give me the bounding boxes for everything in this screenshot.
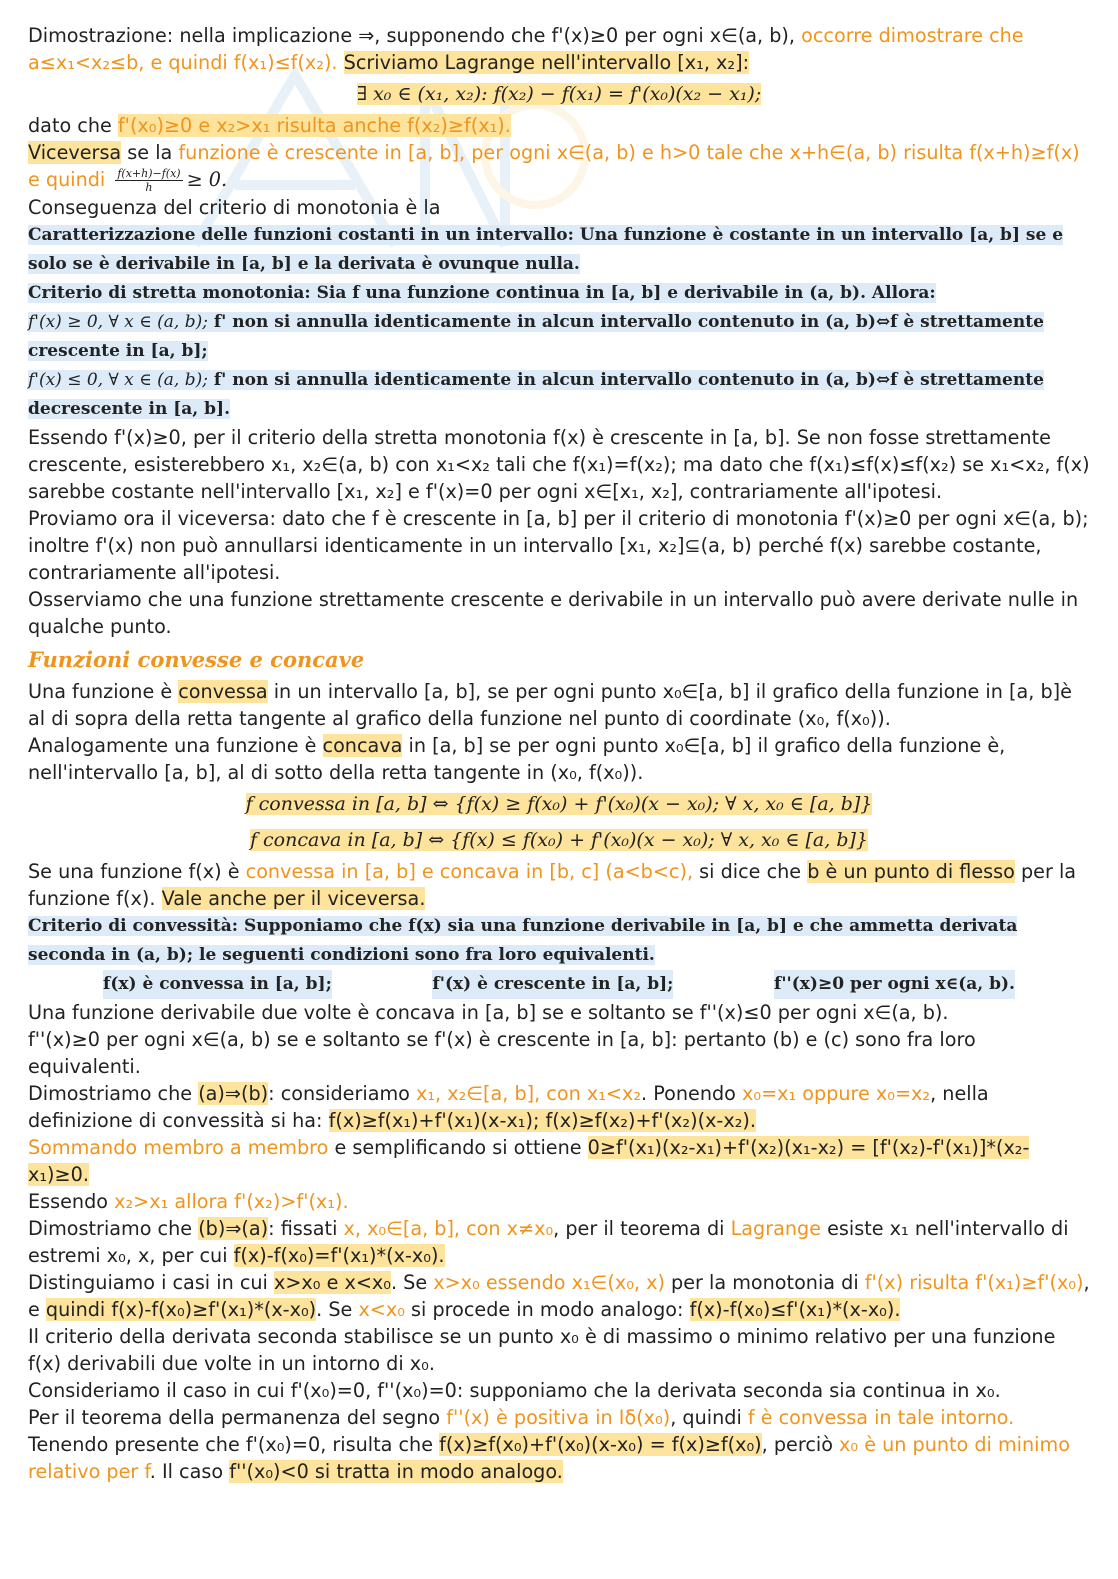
converse-paragraph: Viceversa se la funzione è crescente in [a, b], per ogni x∈(a, b) e h>0 tale che x+h∈(a, b) risulta f(x+h)≥f(x) e quindi $\frac{f(x+h)-f(x)}{h}$ ≥ 0. [28, 141, 1080, 194]
proof-a-b-paragraph: Dimostriamo che (a)⇒(b): consideriamo x₁, x₂∈[a, b], con x₁<x₂. Ponendo x₀=x₁ oppure x₀=x₂, nella definizione di convessità si ha: f(x)≥f(x₁)+f'(x₁)(x-x₁); f(x)≥f(x₂)+f'(x₂)(x-x₂). [28, 1082, 989, 1132]
convex-definition: Una funzione è convessa in un intervallo [a, b], se per ogni punto x₀∈[a, b] il grafico della funzione in [a, b]è al di sopra della retta tangente al grafico della funzione nel punto di coordinate (x₀, f(x₀)). [28, 680, 1072, 730]
condition-c: f''(x)≥0 per ogni x∈(a, b). [774, 970, 1015, 999]
equivalence-paragraph: f''(x)≥0 per ogni x∈(a, b) se e soltanto se f'(x) è crescente in [a, b]: pertanto (b) e (c) sono fra loro equivalenti. [28, 1028, 976, 1078]
strictly-decreasing-condition: f'(x) ≤ 0, ∀ x ∈ (a, b); f' non si annulla identicamente in alcun intervallo contenuto in (a, b)⇔f è strettamente decrescente in [a, b]. [28, 370, 1044, 419]
constant-function-theorem: Caratterizzazione delle funzioni costanti in un intervallo: Una funzione è costante in un intervallo [a, b] se e solo se è derivabile in [a, b] e la derivata è ovunque nulla. [28, 225, 1064, 274]
sign-permanence-paragraph: Per il teorema della permanenza del segno f''(x) è positiva in Iδ(x₀), quindi f è convessa in tale intorno. [28, 1406, 1015, 1429]
sum-paragraph: Sommando membro a membro e semplificando si ottiene 0≥f'(x₁)(x₂-x₁)+f'(x₂)(x₁-x₂) = [f'(x₂)-f'(x₁)]*(x₂-x₁)≥0. [28, 1136, 1030, 1186]
second-derivative-criterion: Il criterio della derivata seconda stabilisce se un punto x₀ è di massimo o minimo relativo per una funzione f(x) derivabili due volte in un intorno di x₀. [28, 1325, 1056, 1375]
condition-b: f'(x) è crescente in [a, b]; [432, 970, 673, 999]
proof-paragraph: Dimostrazione: nella implicazione ⇒, supponendo che f'(x)≥0 per ogni x∈(a, b), occorre dimostrare che a≤x₁<x₂≤b, e quindi f(x₁)≤f(x₂). Scriviamo Lagrange nell'intervallo [x₁, x₂]: [28, 24, 1024, 74]
consequence-paragraph: Conseguenza del criterio di monotonia è la [28, 196, 441, 219]
strict-converse-paragraph: Proviamo ora il viceversa: dato che f è crescente in [a, b] per il criterio di monotonia f'(x)≥0 per ogni x∈(a, b); inoltre f'(x) non può annullarsi identicamente in un intervallo [x₁, x₂]⊆(a, b) perché f(x) sarebbe costante, contrariamente all'ipotesi. [28, 507, 1089, 584]
convexity-conditions [28, 970, 1090, 999]
strict-proof-paragraph: Essendo f'(x)≥0, per il criterio della stretta monotonia f(x) è crescente in [a, b]. Se non fosse strettamente crescente, esisterebbero x₁, x₂∈(a, b) con x₁<x₂ tali che f(x₁)=f(x₂); ma dato che f(x₁)≤f(x)≤f(x₂) se x₁<x₂, f(x) sarebbe costante nell'intervallo [x₁, x₂] e f'(x)=0 per ogni x∈[x₁, x₂], contrariamente all'ipotesi. [28, 426, 1090, 503]
conclusion-paragraph: dato che f'(x₀)≥0 e x₂>x₁ risulta anche f(x₂)≥f(x₁). [28, 114, 511, 137]
condition-a: f(x) è convessa in [a, b]; [103, 970, 332, 999]
minimum-paragraph: Tenendo presente che f'(x₀)=0, risulta che f(x)≥f(x₀)+f'(x₀)(x-x₀) = f(x)≥f(x₀), perciò x₀ è un punto di minimo relativo per f. Il caso f''(x₀)<0 si tratta in modo analogo. [28, 1433, 1070, 1483]
difference-quotient: $\frac{f(x+h)-f(x)}{h}$ [117, 167, 181, 194]
inflection-paragraph: Se una funzione f(x) è convessa in [a, b] e concava in [b, c] (a<b<c), si dice che b è un punto di flesso per la funzione f(x). Vale anche per il viceversa. [28, 860, 1077, 910]
concave-definition: Analogamente una funzione è concava in [a, b] se per ogni punto x₀∈[a, b] il grafico della funzione è, nell'intervallo [a, b], al di sotto della retta tangente in (x₀, f(x₀)). [28, 734, 1006, 784]
convexity-criterion: Criterio di convessità: Supponiamo che f(x) sia una funzione derivabile in [a, b] e che ammetta derivata seconda in (a, b); le seguenti condizioni sono fra loro equivalenti. [28, 916, 1018, 965]
case-paragraph: Consideriamo il caso in cui f'(x₀)=0, f''(x₀)=0: supponiamo che la derivata seconda sia continua in x₀. [28, 1379, 1001, 1402]
concave-criterion-paragraph: Una funzione derivabile due volte è concava in [a, b] se e soltanto se f''(x)≤0 per ogni x∈(a, b). [28, 1001, 949, 1024]
convex-formula: f convessa in [a, b] ⇔ {f(x) ≥ f(x₀) + f'(x₀)(x − x₀); ∀ x, x₀ ∈ [a, b]} [245, 793, 873, 815]
derivative-comparison: Essendo x₂>x₁ allora f'(x₂)>f'(x₁). [28, 1190, 349, 1213]
proof-b-a-paragraph: Dimostriamo che (b)⇒(a): fissati x, x₀∈[a, b], con x≠x₀, per il teorema di Lagrange esiste x₁ nell'intervallo di estremi x₀, x, per cui f(x)-f(x₀)=f'(x₁)*(x-x₀). [28, 1217, 1069, 1267]
concave-formula: f concava in [a, b] ⇔ {f(x) ≤ f(x₀) + f'(x₀)(x − x₀); ∀ x, x₀ ∈ [a, b]} [249, 829, 869, 851]
strictly-increasing-condition: f'(x) ≥ 0, ∀ x ∈ (a, b); f' non si annulla identicamente in alcun intervallo contenuto in (a, b)⇔f è strettamente crescente in [a, b]; [28, 312, 1044, 361]
lagrange-formula: ∃ x₀ ∈ (x₁, x₂): f(x₂) − f(x₁) = f'(x₀)(x₂ − x₁); [356, 83, 762, 105]
cases-paragraph: Distinguiamo i casi in cui x>x₀ e x<x₀. Se x>x₀ essendo x₁∈(x₀, x) per la monotonia di f'(x) risulta f'(x₁)≥f'(x₀), e quindi f(x)-f(x₀)≥f'(x₁)*(x-x₀). Se x<x₀ si procede in modo analogo: f(x)-f(x₀)≤f'(x₁)*(x-x₀). [28, 1271, 1090, 1321]
section-heading: Funzioni convesse e concave [28, 647, 365, 672]
strict-monotonicity-criterion: Criterio di stretta monotonia: Sia f una funzione continua in [a, b] e derivabile in (a, b). Allora: [28, 283, 936, 303]
document-body [28, 22, 1090, 1485]
observation-paragraph: Osserviamo che una funzione strettamente crescente e derivabile in un intervallo può avere derivate nulle in qualche punto. [28, 588, 1079, 638]
